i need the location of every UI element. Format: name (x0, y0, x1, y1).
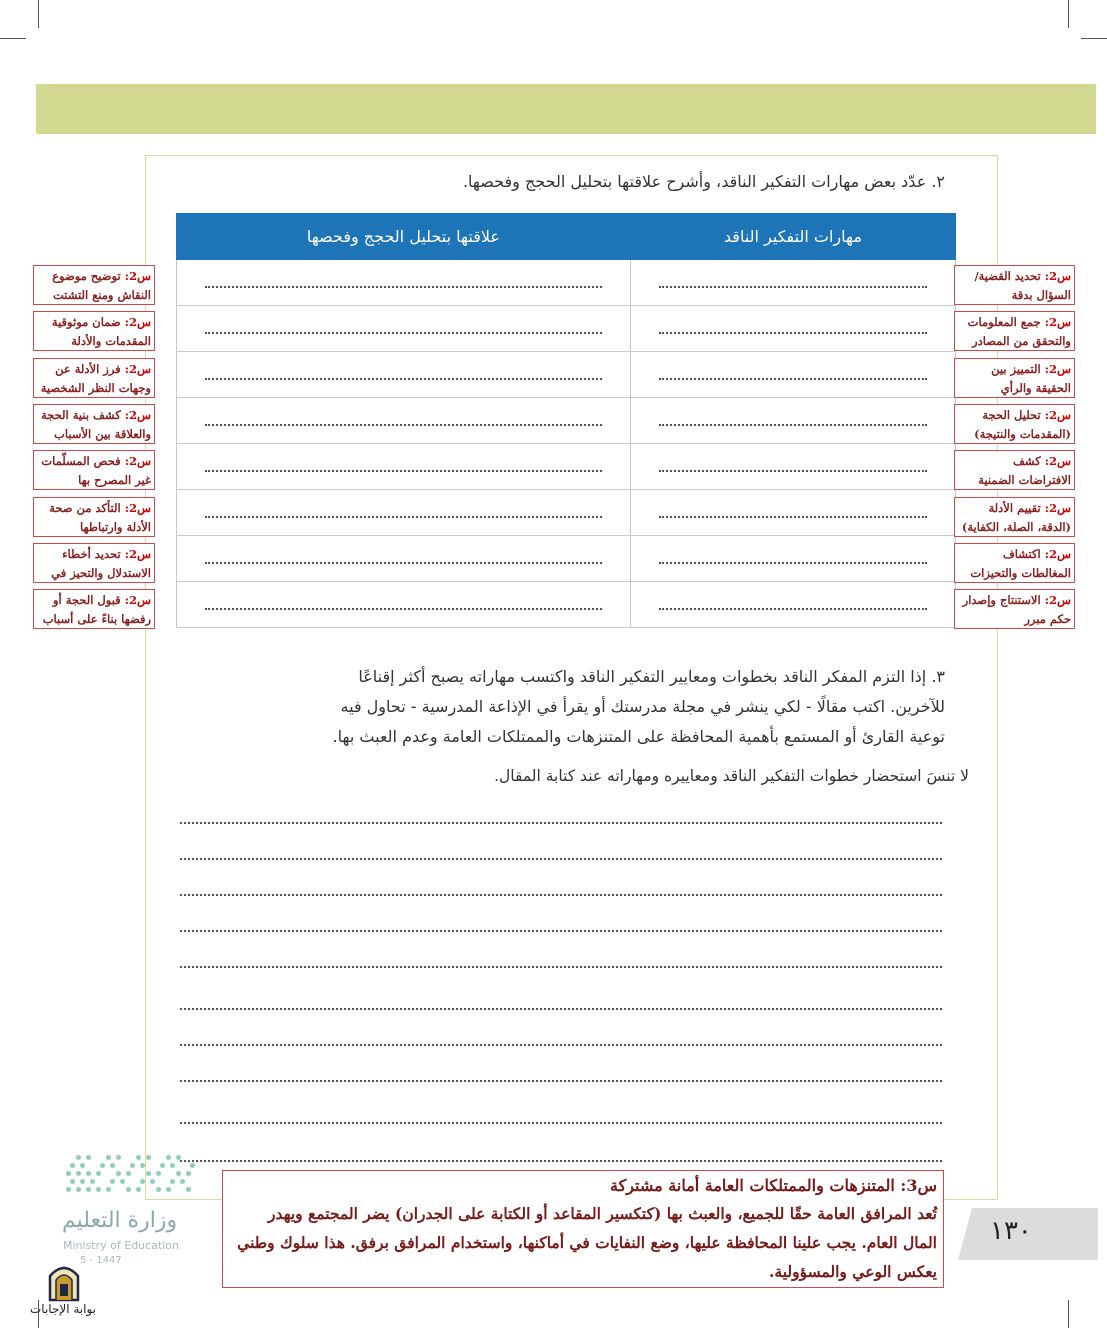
ministry-logo-dot (86, 1171, 91, 1176)
page-number: ١٣٠ (990, 1216, 1032, 1246)
ministry-logo-dot (176, 1155, 181, 1160)
dotted-answer-line (659, 516, 927, 518)
dotted-answer-line (659, 286, 927, 288)
writing-reminder: لا تنسَ استحضار خطوات التفكير الناقد ومعاييره ومهاراته عند كتابة المقال. (494, 767, 969, 785)
dotted-answer-line (659, 470, 927, 472)
ministry-logo-dot (160, 1163, 165, 1168)
ministry-logo-dot (166, 1187, 171, 1192)
dotted-answer-line (205, 562, 602, 564)
note-question-label: س2: (124, 269, 151, 283)
note-question-label: س2: (1044, 593, 1071, 608)
ministry-logo-dot (176, 1171, 181, 1176)
ministry-logo-dot (186, 1171, 191, 1176)
writing-line[interactable] (180, 1122, 942, 1124)
relation-cell[interactable] (177, 582, 631, 628)
ministry-logo-dot (170, 1179, 175, 1184)
note-text: تحديد القضية/ السؤال بدقة (974, 269, 1071, 302)
note-question-label: س2: (124, 593, 151, 608)
crop-mark (0, 38, 26, 39)
margin-note-left-8 (33, 589, 155, 629)
dotted-answer-line (659, 562, 927, 564)
note-question-label: س2: (124, 546, 151, 561)
note-question-label: س2: (1044, 269, 1071, 283)
ministry-logo-dot (106, 1187, 111, 1192)
ministry-logo-dot (166, 1155, 171, 1160)
table-row (177, 582, 956, 628)
ministry-name-en: Ministry of Education (63, 1239, 180, 1252)
answer-line-2: المال العام. يجب علينا المحافظة عليها، وضع النفايات في أماكنها، واستخدام المرافق برفق. هذا سلوك وطني (237, 1233, 937, 1252)
question-3-line-3: توعية القارئ أو المستمع بأهمية المحافظة على المتنزهات والممتلكات العامة وعدم العبث بها. (332, 727, 945, 746)
note-text: قبول الحجة أو رفضها بناءً على أسباب (42, 593, 151, 627)
note-text: تحديد أخطاء الاستدلال والتحيز في (51, 546, 151, 580)
margin-note-right-1 (954, 265, 1075, 305)
skill-cell[interactable] (630, 490, 955, 536)
site-logo-text[interactable]: بوابة الإجابات (30, 1302, 97, 1316)
dotted-answer-line (205, 332, 602, 334)
table-row (177, 398, 956, 444)
table-row (177, 444, 956, 490)
margin-note-right-2 (954, 311, 1075, 351)
note-question-label: س2: (124, 315, 151, 330)
margin-note-left-2 (33, 311, 155, 351)
answer-title: س3: المتنزهات والممتلكات العامة أمانة مشتركة (610, 1176, 937, 1195)
table-row (177, 352, 956, 398)
note-text: التمييز بين الحقيقة والرأي (991, 361, 1071, 395)
margin-note-right-3 (954, 358, 1075, 398)
ministry-logo-dot (126, 1171, 131, 1176)
table-row (177, 490, 956, 536)
ministry-logo-dot (146, 1171, 151, 1176)
ministry-logo-dot (70, 1163, 75, 1168)
table-row (177, 536, 956, 582)
ministry-logo-dot (76, 1155, 81, 1160)
note-question-label: س2: (1044, 315, 1071, 330)
ministry-logo-dot (180, 1179, 185, 1184)
header-band (36, 84, 1096, 134)
writing-line[interactable] (180, 1008, 942, 1010)
skills-table (176, 213, 956, 628)
relation-cell[interactable] (177, 490, 631, 536)
relation-cell[interactable] (177, 444, 631, 490)
ministry-logo-dot (80, 1163, 85, 1168)
ministry-logo-dot (96, 1171, 101, 1176)
margin-note-right-6 (954, 497, 1075, 537)
skill-cell[interactable] (630, 444, 955, 490)
question-2-text: ٢. عدّد بعض مهارات التفكير الناقد، وأشرح علاقتها بتحليل الحجج وفحصها. (462, 172, 945, 191)
margin-note-left-6 (33, 497, 155, 537)
crop-mark (1068, 1300, 1069, 1328)
note-text: التأكد من صحة الأدلة وارتباطها (49, 500, 151, 534)
ministry-logo-dot (136, 1155, 141, 1160)
note-text: فرز الأدلة عن وجهات النظر الشخصية (40, 361, 151, 395)
dotted-answer-line (659, 424, 927, 426)
note-question-label: س2: (124, 500, 151, 515)
site-logo-icon[interactable] (44, 1258, 84, 1302)
ministry-logo-dot (80, 1179, 85, 1184)
ministry-logo-dot (146, 1155, 151, 1160)
ministry-logo-dot (70, 1179, 75, 1184)
dotted-answer-line (659, 378, 927, 380)
crop-mark (38, 0, 39, 28)
margin-note-left-3 (33, 358, 155, 398)
writing-line[interactable] (180, 930, 942, 932)
ministry-logo-dot (96, 1187, 101, 1192)
note-text: جمع المعلومات والتحقق من المصادر (967, 315, 1071, 349)
writing-line[interactable] (180, 966, 942, 968)
ministry-logo-dot (190, 1163, 195, 1168)
margin-note-left-5 (33, 450, 155, 490)
skill-cell[interactable] (630, 306, 955, 352)
note-question-label: س2: (1044, 407, 1071, 422)
ministry-logo-dot (100, 1163, 105, 1168)
ministry-logo-dot (170, 1163, 175, 1168)
note-text: اكتشاف المغالطات والتحيزات (970, 546, 1071, 580)
question-3-line-1: ٣. إذا التزم المفكر الناقد بخطوات ومعايير التفكير الناقد واكتسب مهاراته يصبح أكثر إقناعًا (358, 667, 945, 686)
ministry-logo-dot (120, 1179, 125, 1184)
dotted-answer-line (205, 424, 602, 426)
ministry-logo-dot (156, 1171, 161, 1176)
dotted-answer-line (659, 332, 927, 334)
ministry-logo-dot (86, 1187, 91, 1192)
margin-note-right-7 (954, 543, 1075, 583)
margin-note-left-4 (33, 404, 155, 444)
ministry-logo-dot (130, 1163, 135, 1168)
question-3-line-2: للآخرين. اكتب مقالًا - لكي ينشر في مجلة مدرستك أو يقرأ في الإذاعة المدرسية - تحاول فيه (340, 697, 945, 716)
skill-cell[interactable] (630, 582, 955, 628)
relation-cell[interactable] (177, 398, 631, 444)
relation-cell[interactable] (177, 352, 631, 398)
writing-line[interactable] (180, 1044, 942, 1046)
ministry-logo-dot (90, 1179, 95, 1184)
dotted-answer-line (205, 286, 602, 288)
ministry-logo-dot (76, 1171, 81, 1176)
ministry-logo-dot (136, 1187, 141, 1192)
note-text: ضمان موثوقية المقدمات والأدلة (51, 315, 151, 349)
dotted-answer-line (205, 470, 602, 472)
ministry-logo-dot (66, 1171, 71, 1176)
writing-line[interactable] (180, 858, 942, 860)
note-question-label: س2: (124, 361, 151, 376)
note-text: تحليل الحجة (المقدمات والنتيجة) (974, 407, 1071, 441)
writing-line[interactable] (180, 894, 942, 896)
ministry-logo-dot (186, 1187, 191, 1192)
ministry-logo-dot (116, 1171, 121, 1176)
ministry-logo-dot (116, 1155, 121, 1160)
ministry-logo-dot (140, 1179, 145, 1184)
crop-mark (1068, 0, 1069, 28)
dotted-answer-line (205, 378, 602, 380)
ministry-logo-dot (110, 1163, 115, 1168)
dotted-answer-line (659, 608, 927, 610)
ministry-logo-dot (106, 1155, 111, 1160)
ministry-logo-dot (110, 1179, 115, 1184)
ministry-logo-dot (140, 1163, 145, 1168)
note-question-label: س2: (1044, 454, 1071, 469)
note-question-label: س2: (124, 407, 151, 422)
writing-line[interactable] (180, 1080, 942, 1082)
relation-cell[interactable] (177, 306, 631, 352)
margin-note-right-8 (954, 589, 1075, 629)
margin-note-left-1 (33, 265, 155, 305)
note-text: تقييم الأدلة (الدقة، الصلة، الكفاية) (961, 500, 1071, 534)
relation-cell[interactable] (177, 260, 631, 306)
ministry-logo-dot (86, 1155, 91, 1160)
skill-cell[interactable] (630, 536, 955, 582)
note-question-label: س2: (1044, 361, 1071, 376)
ministry-logo-dot (156, 1187, 161, 1192)
answer-line-1: تُعد المرافق العامة حقًا للجميع، والعبث بها (كتكسير المقاعد أو الكتابة على الجدران) يضر المجتمع ويهدر (268, 1204, 937, 1223)
ministry-logo-dot (66, 1187, 71, 1192)
margin-note-right-4 (954, 404, 1075, 444)
skill-cell[interactable] (630, 352, 955, 398)
margin-note-left-7 (33, 543, 155, 583)
question-3-text (170, 662, 945, 752)
ministry-year: 5 - 1447 (80, 1255, 122, 1266)
note-text: فحص المسلّمات غير المصرح بها (41, 454, 151, 488)
table-header-skills: مهارات التفكير الناقد (630, 214, 955, 260)
dotted-answer-line (205, 516, 602, 518)
answer-line-3: يعكس الوعي والمسؤولية. (768, 1262, 937, 1281)
note-text: الاستنتاج وإصدار حكم مبرر (962, 593, 1071, 627)
answer-box (222, 1170, 944, 1288)
note-question-label: س2: (1044, 500, 1071, 515)
skill-cell[interactable] (630, 398, 955, 444)
writing-line[interactable] (180, 1160, 942, 1162)
writing-line[interactable] (180, 822, 942, 824)
margin-note-right-5 (954, 450, 1075, 490)
table-row (177, 260, 956, 306)
table-header-relation: علاقتها بتحليل الحجج وفحصها (177, 214, 631, 260)
note-text: كشف بنية الحجة والعلاقة بين الأسباب (41, 407, 151, 441)
note-text: كشف الافتراضات الضمنية (978, 454, 1071, 488)
note-question-label: س2: (124, 454, 151, 469)
ministry-logo-dot (76, 1187, 81, 1192)
crop-mark (1081, 38, 1107, 39)
dotted-answer-line (205, 608, 602, 610)
note-question-label: س2: (1044, 546, 1071, 561)
note-text: توضيح موضوع النقاش ومنع التشتت (52, 269, 151, 302)
ministry-logo-dot (126, 1187, 131, 1192)
ministry-name-ar: وزارة التعليم (62, 1208, 178, 1233)
relation-cell[interactable] (177, 536, 631, 582)
skill-cell[interactable] (630, 260, 955, 306)
table-row (177, 306, 956, 352)
ministry-logo-dot (150, 1179, 155, 1184)
